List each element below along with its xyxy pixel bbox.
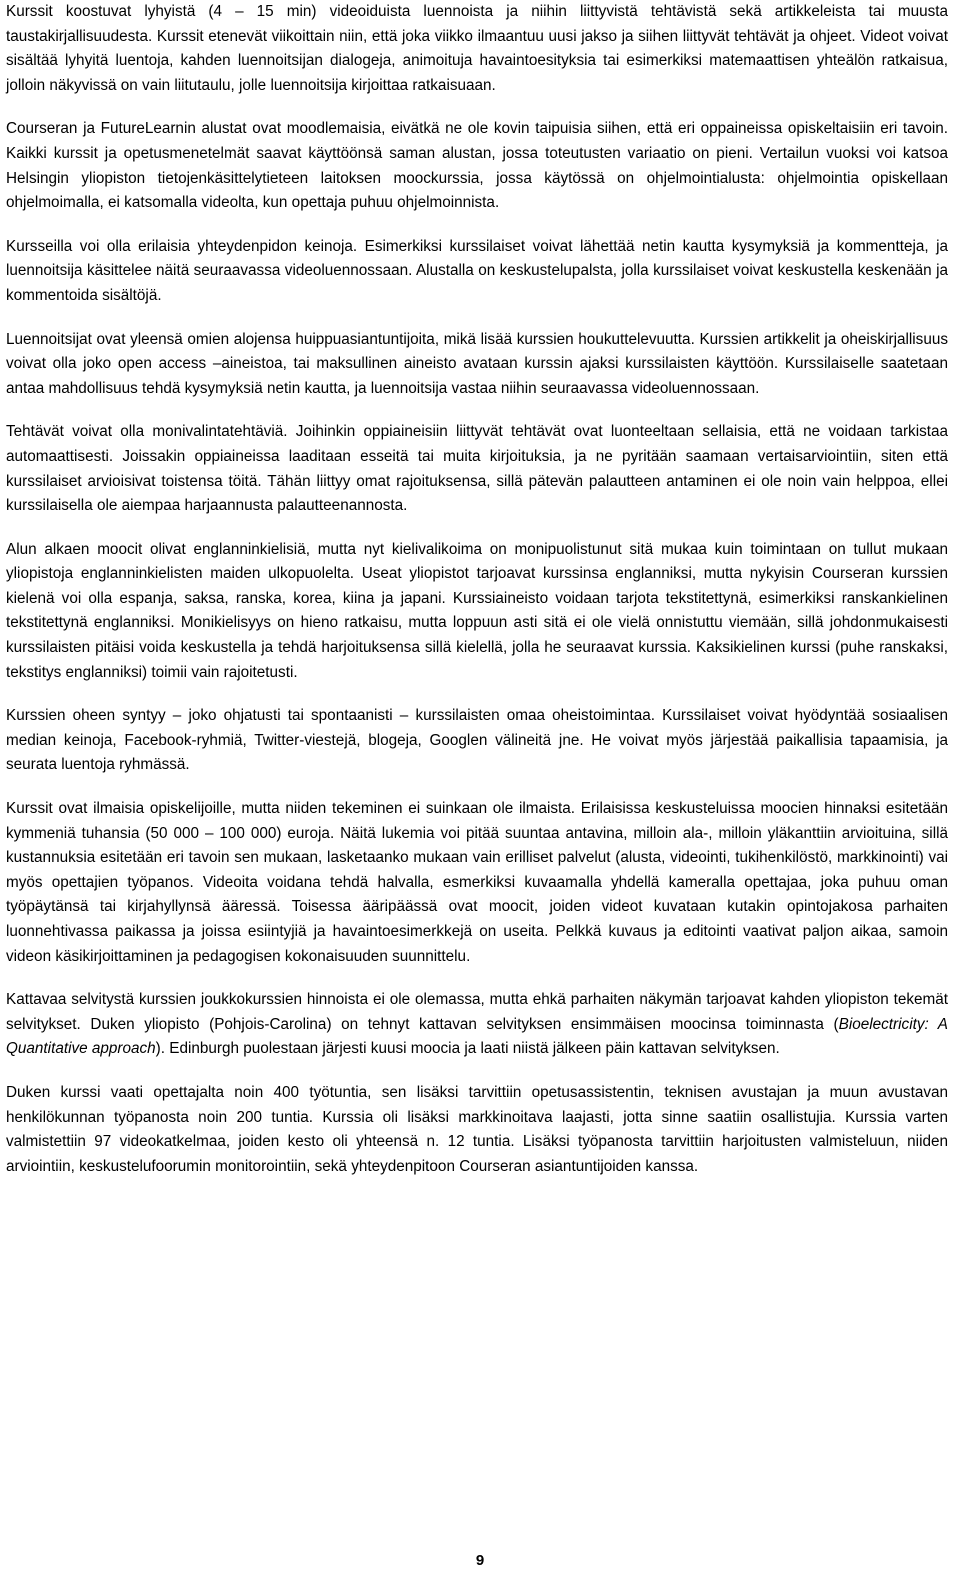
paragraph-side-activities: Kurssien oheen syntyy – joko ohjatusti tai spontaanisti – kurssilaisten omaa oheistoimintaa. Kurssilaiset voivat hyödyntää sosiaalisen median keinoja, Facebook-ryhmiä, Twitter-viestejä, blogeja, Googlen välineitä jne. He voivat myös järjestää paikallisia tapaamisia, ja seurata luentoja ryhmässä. bbox=[6, 707, 948, 774]
paragraph-surveys-text: Kattavaa selvitystä kurssien joukkokurssien hinnoista ei ole olemassa, mutta ehkä parhaiten näkymän tarjoavat kahden yliopiston tekemät selvitykset. Duken yliopisto (Pohjois-Carolina) on tehnyt kattavan selvityksen ensimmäisen moocinsa toiminnasta (Bioelectricity: A Quantitative approach). Edinburgh puolestaan järjesti kuusi moocia ja laati niistä jälkeen päin kattavan selvityksen. bbox=[6, 991, 948, 1058]
page-number: 9 bbox=[475, 1552, 485, 1569]
paragraph-video-lectures: Kurssit koostuvat lyhyistä (4 – 15 min) videoiduista luennoista ja niihin liittyvistä tehtävistä sekä artikkeleista tai muusta taustakirjallisuudesta. Kurssit etenevät viikoittain niin, että joka viikko ilmaantuu uusi jakso ja siihen liittyvät tehtävät ja ohjeet. Videot voivat sisältää lyhyitä luentoja, kahden luennoitsijan dialogeja, animoituja havaintoesityksia tai esimerkiksi matemaattisen yhteälön ratkaisua, jolloin näkyvissä on vain liitutaulu, jolle luennoitsija kirjoittaa ratkaisuaan. bbox=[6, 3, 948, 94]
paragraph-languages: Alun alkaen moocit olivat englanninkielisiä, mutta nyt kielivalikoima on monipuolistunut sitä mukaa kuin toimintaan on tullut mukaan yliopistoja englanninkielisten maiden ulkopuolelta. Useat yliopistot tarjoavat kurssinsa englanniksi, mutta nykyisin Courseran kurssien kielenä voi olla espanja, saksa, ranska, korea, kiina ja japani. Kurssiaineisto voidaan tarjota tekstitettynä, esimerkiksi ranskankielinen tekstitettynä englanniksi. Monikielisyys on hieno ratkaisu, mutta loppuun asti sitä ei ole vielä onnistuttu viemään, sillä johdonmukaisesti kurssilaisten pitäisi voida keskustella ja tehdä harjoituksensa sillä kielellä, jolla he seuraavat kurssia. Kaksikielinen kurssi (puhe ranskaksi, tekstitys englanniksi) toimii vain rajoitetusti. bbox=[6, 540, 948, 681]
course-title: Bioelectricity: A Quantitative approach bbox=[6, 1015, 948, 1058]
paragraph-surveys bbox=[6, 988, 948, 1062]
paragraph-platforms: Courseran ja FutureLearnin alustat ovat moodlemaisia, eivätkä ne ole kovin taipuisia siihen, että eri oppaineissa opiskeltaisiin eri tavoin. Kaikki kurssit ja opetusmenetelmät saavat käyttöönsä saman alustan, jossa toteutusten variaatio on pieni. Vertailun vuoksi voi katsoa Helsingin yliopiston tietojenkäsittelytieteen laitoksen moockurssia, jossa käytössä on ohjelmointialusta: ohjelmointia opiskellaan ohjelmoimalla, ei katsomalla videolta, kun opettaja puhuu ohjelmoinnista. bbox=[6, 120, 948, 212]
document-body bbox=[6, 0, 948, 1198]
paragraph-lecturers: Luennoitsijat ovat yleensä omien alojensa huippuasiantuntijoita, mikä lisää kurssien houkuttelevuutta. Kurssien artikkelit ja oheiskirjallisuus voivat olla joko open access –aineistoa, tai maksullinen aineisto avataan kurssin ajaksi kurssilaisten käyttöön. Kurssilaiselle saatetaan antaa mahdollisuus tehdä kysymyksiä netin kautta, ja luennoitsija vastaa niihin seuraavassa videoluennossaan. bbox=[6, 330, 948, 397]
paragraph-assignments: Tehtävät voivat olla monivalintatehtäviä. Joihinkin oppiaineisiin liittyvät tehtävät ovat luonteeltaan sellaisia, että ne voidaan tarkistaa automaattisesti. Joissakin oppiaineissa laaditaan esseitä tai muita kirjoituksia, ja ne pyritään saamaan vertaisarviointiin, siten että kurssilaiset arvioisivat toistensa töitä. Tähän liittyy omat rajoituksensa, sillä pätevän palautteen antaminen ei ole noin vain helppoa, ellei kurssilaisella ole aiempaa harjaannusta palautteenannosta. bbox=[6, 423, 948, 515]
paragraph-duke-course: Duken kurssi vaati opettajalta noin 400 työtuntia, sen lisäksi tarvittiin opetusassistentin, teknisen avustajan ja muun avustavan henkilökunnan työpanosta noin 200 tuntia. Kurssia oli lisäksi markkinoitava laajasti, jotta sinne saatiin osallistujia. Kurssia varten valmistettiin 97 videokatkelmaa, joiden kesto oli yhteensä n. 12 tuntia. Lisäksi työpanosta tarvittiin harjoitusten valmisteluun, niiden arviointiin, keskustelufoorumin monitorointiin, sekä yhteydenpitoon Courseran asiantuntijoiden kanssa. bbox=[6, 1083, 948, 1175]
paragraph-costs: Kurssit ovat ilmaisia opiskelijoille, mutta niiden tekeminen ei suinkaan ole ilmaista. Erilaisissa keskusteluissa moocien hinnaksi esitetään kymmeniä tuhansia (50 000 – 100 000) euroja. Näitä lukemia voi pitää suuntaa antavina, milloin ala-, milloin yläkanttiin arvioituina, sillä kustannuksia esitetään eri tavoin sen mukaan, lasketaanko mukaan vain erilliset palvelut (alusta, videointi, tukihenkilöstö, markkinointi) vai myös opettajien työpanos. Videoita voidana tehdä halvalla, esmerkiksi kuvaamalla yhdellä kameralla opettajaa, joka puhuu oman työpäytänsä tai kirjahyllynsä ääressä. Toisessa ääripäässä ovat moocit, joiden videot kuvataan kutakin opintojakosa parhaiten luonnehtivassa paikassa ja joissa esiintyjiä ja havaintoesimerkkejä on useita. Pelkkä kuvaus ja editointi vaativat paljon aikaa, samoin videon käsikirjoittaminen ja pedagogisen kokonaisuuden suunnittelu. bbox=[6, 800, 948, 965]
paragraph-communication: Kursseilla voi olla erilaisia yhteydenpidon keinoja. Esimerkiksi kurssilaiset voivat lähettää netin kautta kysymyksiä ja kommentteja, ja luennoitsija käsittelee näitä seuraavassa videoluennossaan. Alustalla on keskustelupalsta, jolla kurssilaiset voivat keskustella keskenään ja kommentoida sisältöjä. bbox=[6, 237, 948, 304]
